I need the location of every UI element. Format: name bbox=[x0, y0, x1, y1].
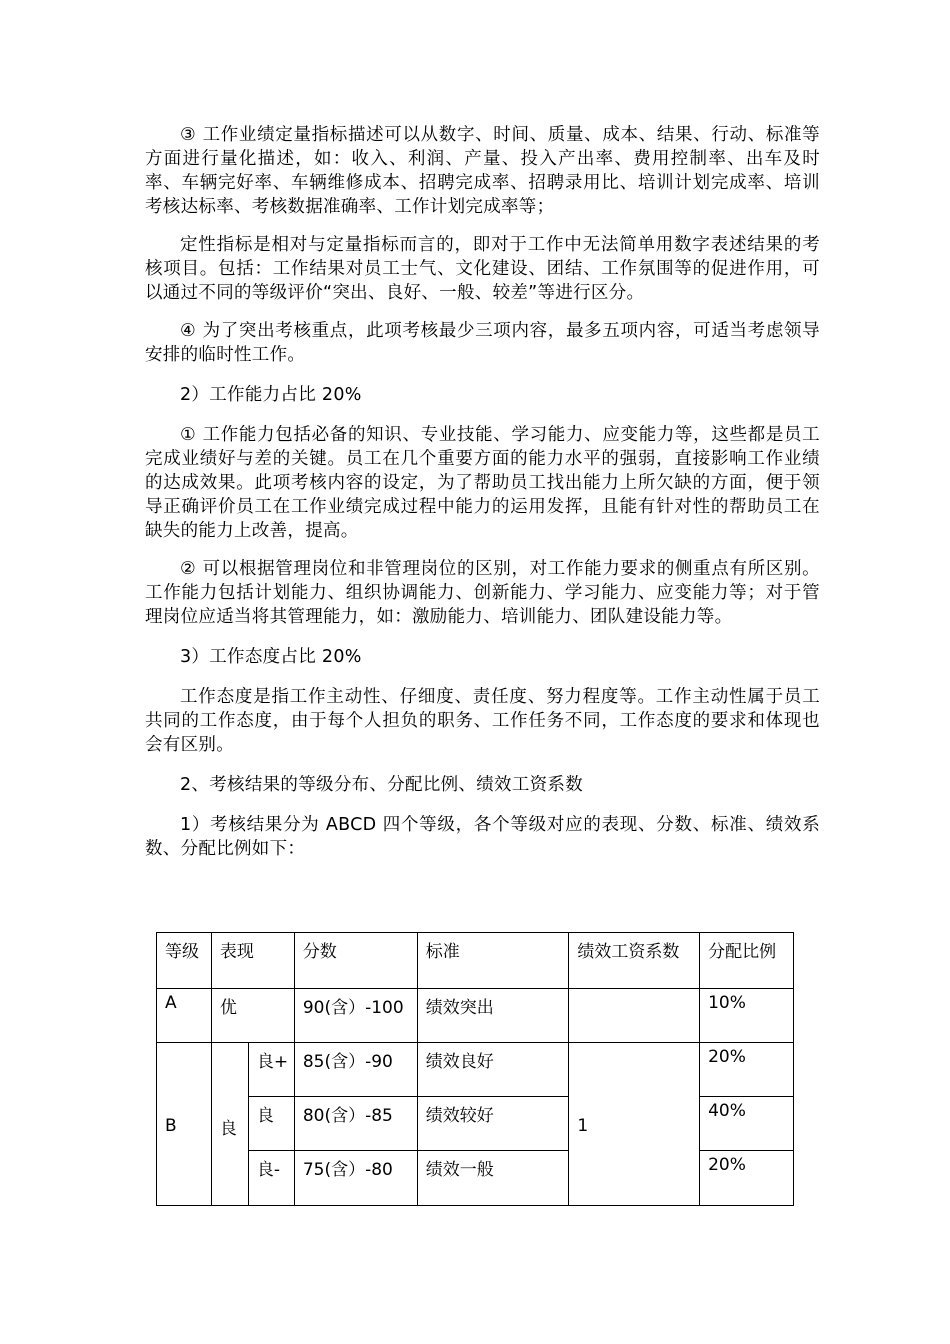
paragraph-work-attitude: 工作态度是指工作主动性、仔细度、责任度、努力程度等。工作主动性属于员工共同的工作态度，由于每个人担负的职务、工作任务不同，工作态度的要求和体现也会有区别。 bbox=[145, 687, 820, 755]
cell-performance: 优 bbox=[211, 989, 294, 1043]
cell-sub-performance: 良 bbox=[248, 1097, 294, 1151]
cell-score: 85(含）-90 bbox=[294, 1043, 417, 1097]
cell-sub-performance: 良- bbox=[248, 1151, 294, 1206]
cell-coefficient: 1 bbox=[569, 1043, 700, 1206]
paragraph-work-ability-1: ① 工作能力包括必备的知识、专业技能、学习能力、应变能力等，这些都是员工完成业绩好与差的关键。员工在几个重要方面的能力水平的强弱，直接影响工作业绩的达成效果。此项考核内容的设定，为了帮助员工找出能力上所欠缺的方面，便于领导正确评价员工在工作业绩完成过程中能力的运用发挥，且能有针对性的帮助员工在缺失的能力上改善，提高。 bbox=[145, 425, 820, 541]
cell-sub-performance: 良+ bbox=[248, 1043, 294, 1097]
header-grade: 等级 bbox=[157, 933, 212, 989]
cell-coefficient bbox=[569, 989, 700, 1043]
cell-ratio: 20% bbox=[700, 1151, 794, 1206]
document-body bbox=[145, 123, 820, 861]
cell-grade: A bbox=[157, 989, 212, 1043]
cell-standard: 绩效突出 bbox=[417, 989, 569, 1043]
cell-grade: B bbox=[157, 1043, 212, 1206]
paragraph-quantitative-indicators: ③ 工作业绩定量指标描述可以从数字、时间、质量、成本、结果、行动、标准等方面进行量化描述，如：收入、利润、产量、投入产出率、费用控制率、出车及时率、车辆完好率、车辆维修成本、招聘完成率、招聘录用比、培训计划完成率、培训考核达标率、考核数据准确率、工作计划完成率等； bbox=[145, 125, 820, 217]
cell-score: 90(含）-100 bbox=[294, 989, 417, 1043]
cell-standard: 绩效较好 bbox=[417, 1097, 569, 1151]
grade-table bbox=[156, 932, 794, 1206]
heading-work-attitude: 3）工作态度占比 20% bbox=[180, 647, 362, 667]
heading-work-ability: 2）工作能力占比 20% bbox=[180, 385, 362, 405]
cell-ratio: 20% bbox=[700, 1043, 794, 1097]
table-row bbox=[157, 1043, 794, 1097]
cell-ratio: 10% bbox=[700, 989, 794, 1043]
header-ratio: 分配比例 bbox=[700, 933, 794, 989]
header-performance: 表现 bbox=[211, 933, 294, 989]
header-standard: 标准 bbox=[417, 933, 569, 989]
paragraph-work-ability-2: ② 可以根据管理岗位和非管理岗位的区别，对工作能力要求的侧重点有所区别。工作能力包括计划能力、组织协调能力、创新能力、学习能力、应变能力等；对于管理岗位应适当将其管理能力，如：激励能力、培训能力、团队建设能力等。 bbox=[145, 559, 820, 627]
table-row bbox=[157, 989, 794, 1043]
table-header-row bbox=[157, 933, 794, 989]
paragraph-key-points: ④ 为了突出考核重点，此项考核最少三项内容，最多五项内容，可适当考虑领导安排的临时性工作。 bbox=[145, 321, 820, 365]
cell-score: 80(含）-85 bbox=[294, 1097, 417, 1151]
cell-ratio: 40% bbox=[700, 1097, 794, 1151]
cell-performance: 良 bbox=[211, 1043, 248, 1206]
cell-score: 75(含）-80 bbox=[294, 1151, 417, 1206]
paragraph-grade-intro: 1）考核结果分为 ABCD 四个等级，各个等级对应的表现、分数、标准、绩效系数、分配比例如下： bbox=[145, 815, 820, 859]
cell-standard: 绩效良好 bbox=[417, 1043, 569, 1097]
header-score: 分数 bbox=[294, 933, 417, 989]
cell-standard: 绩效一般 bbox=[417, 1151, 569, 1206]
header-coefficient: 绩效工资系数 bbox=[569, 933, 700, 989]
paragraph-qualitative-indicators: 定性指标是相对与定量指标而言的，即对于工作中无法简单用数字表述结果的考核项目。包括：工作结果对员工士气、文化建设、团结、工作氛围等的促进作用，可以通过不同的等级评价“突出、良好、一般、较差”等进行区分。 bbox=[145, 235, 820, 303]
heading-grade-distribution: 2、考核结果的等级分布、分配比例、绩效工资系数 bbox=[180, 775, 584, 795]
